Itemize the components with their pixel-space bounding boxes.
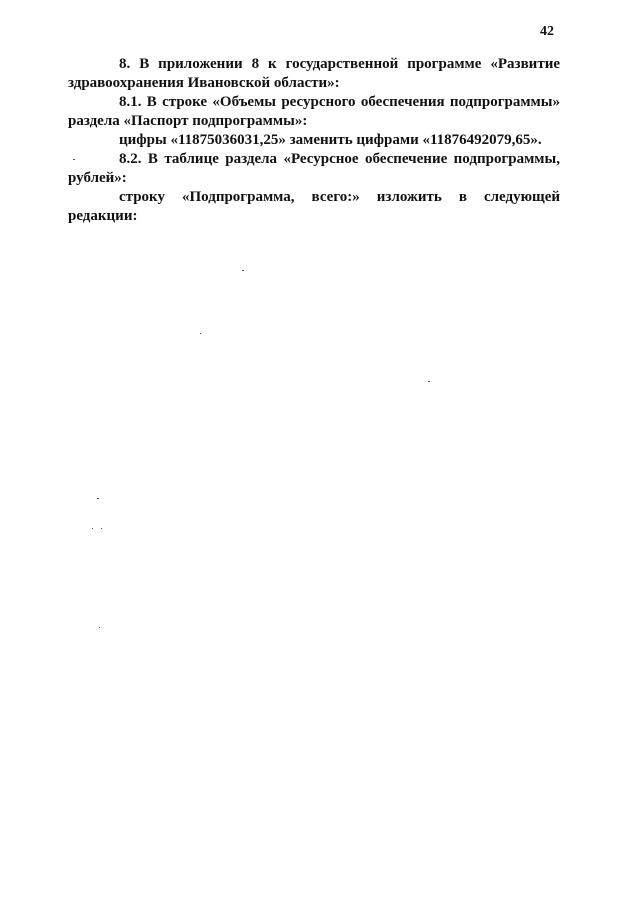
scan-speck [200, 333, 201, 334]
paragraph-item-8-1: 8.1. В строке «Объемы ресурсного обеспечения подпрограммы» раздела «Паспорт подпрограммы»: [68, 94, 560, 129]
scan-speck [99, 627, 100, 628]
document-body [68, 55, 560, 226]
paragraph-item-8-2-row: строку «Подпрограмма, всего:» изложить в следующей редакции: [68, 189, 560, 224]
paragraph-item-8-2: 8.2. В таблице раздела «Ресурсное обеспечение подпрограммы, рублей»: [68, 151, 560, 186]
scan-speck [242, 270, 244, 271]
scan-speck [428, 381, 430, 382]
scan-speck [92, 528, 93, 529]
scan-speck [97, 498, 99, 499]
page-number: 42 [540, 24, 554, 39]
scan-speck [73, 159, 75, 160]
paragraph-item-8-1-replacement: цифры «11875036031,25» заменить цифрами «11876492079,65». [119, 132, 542, 148]
paragraph-item-8: 8. В приложении 8 к государственной программе «Развитие здравоохранения Ивановской области»: [68, 56, 560, 91]
scan-speck [101, 528, 102, 529]
